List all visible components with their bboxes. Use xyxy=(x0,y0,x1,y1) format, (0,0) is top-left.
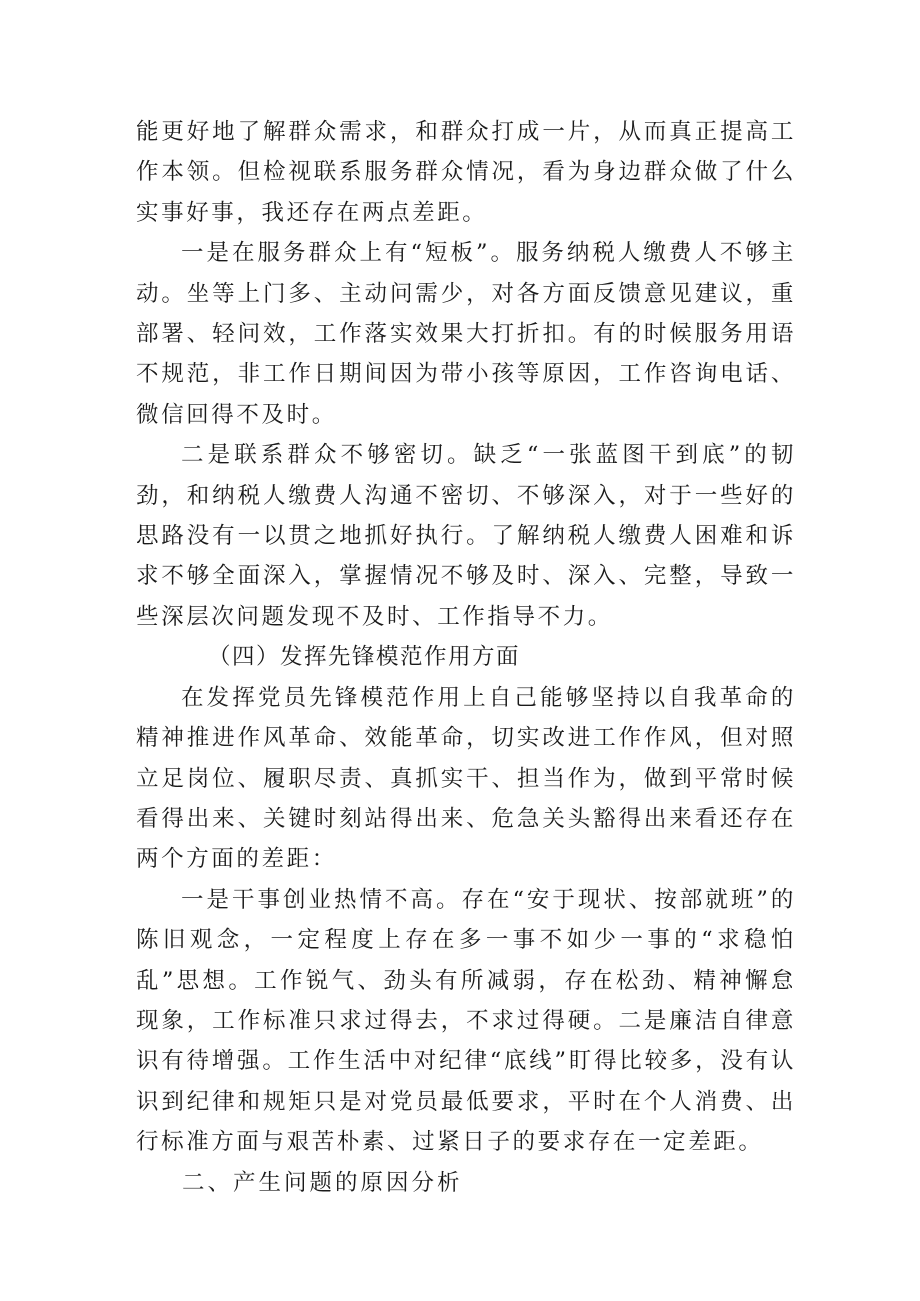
paragraph-enthusiasm-discipline: 一是干事创业热情不高。存在“安于现状、按部就班”的陈旧观念，一定程度上存在多一事不如少一事的“求稳怕乱”思想。工作锐气、劲头有所减弱，存在松劲、精神懈怠现象，工作标准只求过得去，不求过得硬。二是廉洁自律意识有待增强。工作生活中对纪律“底线”盯得比较多，没有认识到纪律和规矩只是对党员最低要求，平时在个人消费、出行标准方面与艰苦朴素、过紧日子的要求存在一定差距。 xyxy=(136,886,796,1156)
paragraph-continuation: 能更好地了解群众需求，和群众打成一片，从而真正提高工作本领。但检视联系服务群众情况，看为身边群众做了什么实事好事，我还存在两点差距。 xyxy=(136,119,796,226)
document-body xyxy=(136,112,796,1203)
paragraph-vanguard-intro: 在发挥党员先锋模范作用上自己能够坚持以自我革命的精神推进作风革命、效能革命，切实改进工作作风，但对照立足岗位、履职尽责、真抓实干、担当作为，做到平常时候看得出来、关键时刻站得出来、危急关头豁得出来看还存在两个方面的差距： xyxy=(136,684,796,873)
section-heading-cause-analysis: 二、产生问题的原因分析 xyxy=(182,1169,463,1196)
paragraph-contact-masses: 二是联系群众不够密切。缺乏“一张蓝图干到底”的韧劲，和纳税人缴费人沟通不密切、不够深入，对于一些好的思路没有一以贯之地抓好执行。了解纳税人缴费人困难和诉求不够全面深入，掌握情况不够及时、深入、完整，导致一些深层次问题发现不及时、工作指导不力。 xyxy=(136,442,796,630)
section-heading-vanguard-role: （四）发挥先锋模范作用方面 xyxy=(208,644,521,671)
paragraph-service-shortboard: 一是在服务群众上有“短板”。服务纳税人缴费人不够主动。坐等上门多、主动问需少，对各方面反馈意见建议，重部署、轻问效，工作落实效果大打折扣。有的时候服务用语不规范，非工作日期间因为带小孩等原因，工作咨询电话、微信回得不及时。 xyxy=(136,240,796,428)
